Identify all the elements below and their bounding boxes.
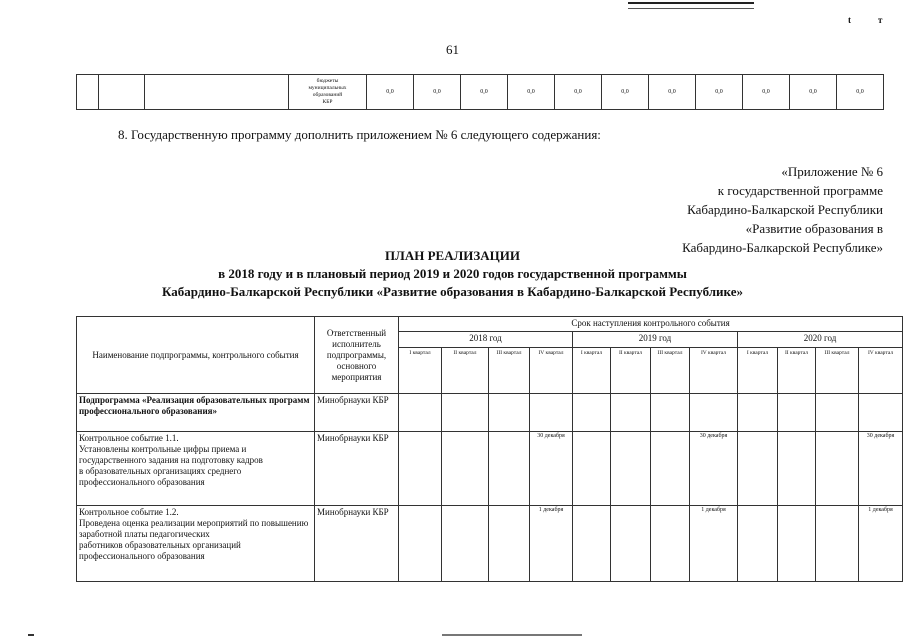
value-cell: 0,0: [508, 75, 555, 110]
cell-text: муниципальных: [308, 85, 347, 91]
date-cell: [611, 506, 651, 582]
executor-cell: Минобрнауки КБР: [315, 506, 399, 582]
date-cell: [778, 394, 816, 432]
event-line: в образовательных организациях среднего профессионального образования: [79, 466, 242, 487]
date-cell: [859, 394, 903, 432]
page-number: 61: [446, 42, 459, 57]
column-header-term: Срок наступления контрольного события: [399, 317, 903, 332]
event-line: Проведена оценка реализации мероприятий по повышению заработной платы педагогических: [79, 518, 309, 539]
table-row: [77, 432, 903, 506]
date-cell: 30 декабря: [530, 432, 573, 506]
date-cell: [611, 394, 651, 432]
column-header-executor: Ответственный исполнитель подпрограммы, основного мероприятия: [315, 317, 399, 394]
appendix-line: Кабардино-Балкарской Республики: [687, 202, 883, 217]
quarter-header: I квартал: [399, 348, 442, 394]
value-cell: 0,0: [414, 75, 461, 110]
date-cell: [738, 394, 778, 432]
date-cell: [399, 432, 442, 506]
quarter-header: II квартал: [442, 348, 489, 394]
plan-subtitle: Кабардино-Балкарской Республики «Развитие образования в Кабардино-Балкарской Республике»: [162, 284, 743, 299]
quarter-header: III квартал: [489, 348, 530, 394]
year-header: 2018 год: [399, 332, 573, 348]
date-cell: [816, 394, 859, 432]
appendix-line: «Развитие образования в: [745, 221, 883, 236]
table-header-row: [77, 317, 903, 332]
value-cell: 0,0: [696, 75, 743, 110]
date-cell: [442, 394, 489, 432]
date-cell: [816, 432, 859, 506]
quarter-header: I квартал: [573, 348, 611, 394]
year-header: 2020 год: [738, 332, 903, 348]
year-header: 2019 год: [573, 332, 738, 348]
executor-cell: Минобрнауки КБР: [315, 432, 399, 506]
plan-title: ПЛАН РЕАЛИЗАЦИИ: [385, 248, 520, 263]
date-cell: [442, 506, 489, 582]
date-cell: [651, 394, 690, 432]
value-cell: 0,0: [367, 75, 414, 110]
event-line: Контрольное событие 1.2.: [79, 507, 179, 517]
paragraph-8: 8. Государственную программу дополнить приложением № 6 следующего содержания:: [118, 127, 601, 142]
event-line: работников образовательных организаций профессионального образования: [79, 540, 241, 561]
date-cell: [489, 432, 530, 506]
scan-mark: [442, 634, 582, 636]
date-cell: 1 декабря: [859, 506, 903, 582]
cell-text: бюджеты: [316, 78, 339, 84]
date-cell: [816, 506, 859, 582]
value-cell: 0,0: [790, 75, 837, 110]
date-cell: 1 декабря: [530, 506, 573, 582]
quarter-header: II квартал: [778, 348, 816, 394]
table-cell: [77, 75, 99, 110]
date-cell: [442, 432, 489, 506]
quarter-header: I квартал: [738, 348, 778, 394]
table-row: [77, 75, 884, 110]
quarter-header: IV квартал: [859, 348, 903, 394]
date-cell: [611, 432, 651, 506]
date-cell: [778, 432, 816, 506]
date-cell: 30 декабря: [690, 432, 738, 506]
date-cell: [690, 394, 738, 432]
quarter-header: IV квартал: [530, 348, 573, 394]
date-cell: [651, 506, 690, 582]
appendix-line: «Приложение № 6: [781, 164, 883, 179]
value-cell: 0,0: [649, 75, 696, 110]
date-cell: [778, 506, 816, 582]
column-header-name: Наименование подпрограммы, контрольного события: [77, 317, 315, 394]
event-line: Установлены контрольные цифры приема и государственного задания на подготовку кадров: [79, 444, 263, 465]
date-cell: 1 декабря: [690, 506, 738, 582]
corner-mark: t: [848, 15, 851, 25]
value-cell: 0,0: [555, 75, 602, 110]
table-row: [77, 506, 903, 582]
value-cell: 0,0: [743, 75, 790, 110]
date-cell: [489, 394, 530, 432]
quarter-header: III квартал: [651, 348, 690, 394]
value-cell: 0,0: [602, 75, 649, 110]
appendix-line: Кабардино-Балкарской Республике»: [682, 240, 883, 255]
control-event-name: [77, 432, 315, 506]
date-cell: [651, 432, 690, 506]
date-cell: [573, 394, 611, 432]
subprogram-name: Подпрограмма «Реализация образовательных программ профессионального образования»: [77, 394, 315, 432]
quarter-header: III квартал: [816, 348, 859, 394]
date-cell: [738, 432, 778, 506]
event-line: Контрольное событие 1.1.: [79, 433, 179, 443]
appendix-line: к государственной программе: [717, 183, 883, 198]
funding-table-fragment: [76, 74, 884, 110]
date-cell: [573, 506, 611, 582]
date-cell: [489, 506, 530, 582]
table-row: [77, 394, 903, 432]
date-cell: [399, 394, 442, 432]
date-cell: [738, 506, 778, 582]
date-cell: 30 декабря: [859, 432, 903, 506]
appendix-reference: [682, 162, 883, 257]
date-cell: [530, 394, 573, 432]
quarter-header: IV квартал: [690, 348, 738, 394]
table-cell: [145, 75, 289, 110]
date-cell: [573, 432, 611, 506]
value-cell: 0,0: [461, 75, 508, 110]
table-cell: [99, 75, 145, 110]
funding-source-cell: [289, 75, 367, 110]
executor-cell: Минобрнауки КБР: [315, 394, 399, 432]
corner-mark: т: [878, 15, 883, 25]
cell-text: образований: [312, 92, 343, 98]
quarter-header: II квартал: [611, 348, 651, 394]
scan-mark: [28, 634, 34, 636]
value-cell: 0,0: [837, 75, 884, 110]
top-edge-marks: [628, 2, 754, 9]
date-cell: [399, 506, 442, 582]
plan-table: [76, 316, 903, 582]
plan-subtitle: в 2018 году и в плановый период 2019 и 2020 годов государственной программы: [218, 266, 687, 281]
cell-text: КБР: [322, 99, 333, 105]
control-event-name: [77, 506, 315, 582]
